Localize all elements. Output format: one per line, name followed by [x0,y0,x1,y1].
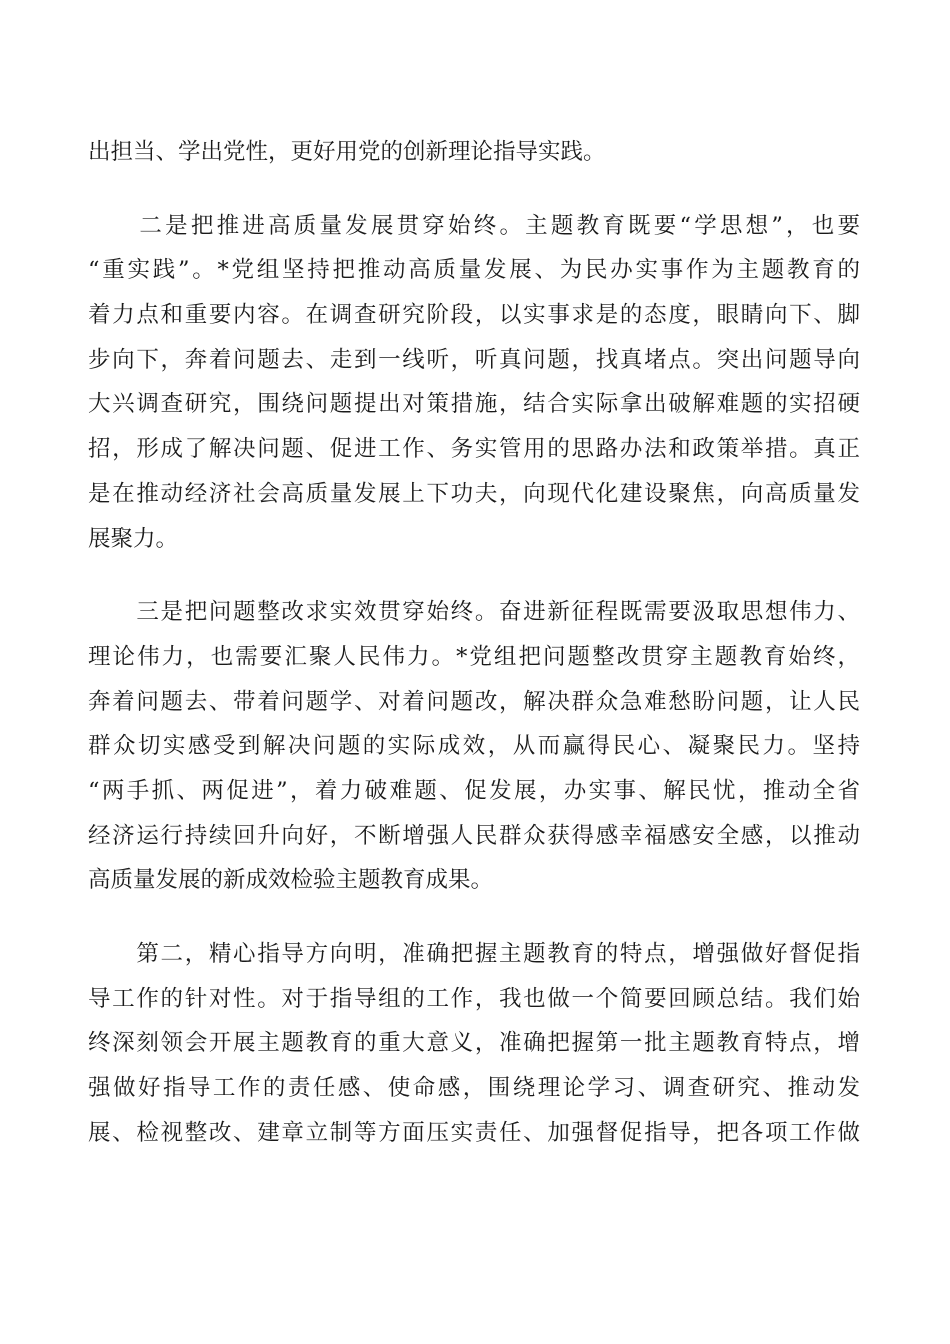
text-line: 终深刻领会开展主题教育的重大意义，准确把握第一批主题教育特点，增 [88,1030,860,1057]
text-line: 经济运行持续回升向好，不断增强人民群众获得感幸福感安全感，以推动 [88,822,860,849]
text-line: 高质量发展的新成效检验主题教育成果。 [88,867,494,894]
text-line: “重实践”。*党组坚持把推动高质量发展、为民办实事作为主题教育的 [88,257,860,284]
text-line: 群众切实感受到解决问题的实际成效，从而赢得民心、凝聚民力。坚持 [88,733,860,760]
text-line: 三是把问题整改求实效贯穿始终。奋进新征程既需要汲取思想伟力、 [88,599,860,626]
paragraph-gap [88,561,860,590]
text-line: 出担当、学出党性，更好用党的创新理论指导实践。 [88,139,606,165]
body-text [88,130,860,1155]
paragraph-gap [88,903,860,932]
text-line: 着力点和重要内容。在调查研究阶段，以实事求是的态度，眼睛向下、脚 [88,302,860,329]
text-line: 导工作的针对性。对于指导组的工作，我也做一个简要回顾总结。我们始 [88,985,860,1012]
text-line: “两手抓、两促进”，着力破难题、促发展，办实事、解民忧，推动全省 [88,777,860,804]
text-line: 展聚力。 [88,525,179,552]
text-line: 二是把推进高质量发展贯穿始终。主题教育既要“学思想”，也要 [88,212,860,239]
text-line: 强做好指导工作的责任感、使命感，围绕理论学习、调查研究、推动发 [88,1075,860,1102]
text-line: 第二，精心指导方向明，准确把握主题教育的特点，增强做好督促指 [88,941,860,967]
text-line: 大兴调查研究，围绕问题提出对策措施，结合实际拿出破解难题的实招硬 [88,391,860,418]
text-line: 招，形成了解决问题、促进工作、务实管用的思路办法和政策举措。真正 [88,436,860,463]
text-line: 展、检视整改、建章立制等方面压实责任、加强督促指导，把各项工作做 [88,1119,860,1146]
paragraph-gap [88,175,860,204]
text-line: 步向下，奔着问题去、走到一线听，听真问题，找真堵点。突出问题导向 [88,346,860,373]
text-line: 是在推动经济社会高质量发展上下功夫，向现代化建设聚焦，向高质量发 [88,480,860,507]
text-line: 奔着问题去、带着问题学、对着问题改，解决群众急难愁盼问题，让人民 [88,688,860,715]
text-line: 理论伟力，也需要汇聚人民伟力。*党组把问题整改贯穿主题教育始终， [88,643,860,670]
